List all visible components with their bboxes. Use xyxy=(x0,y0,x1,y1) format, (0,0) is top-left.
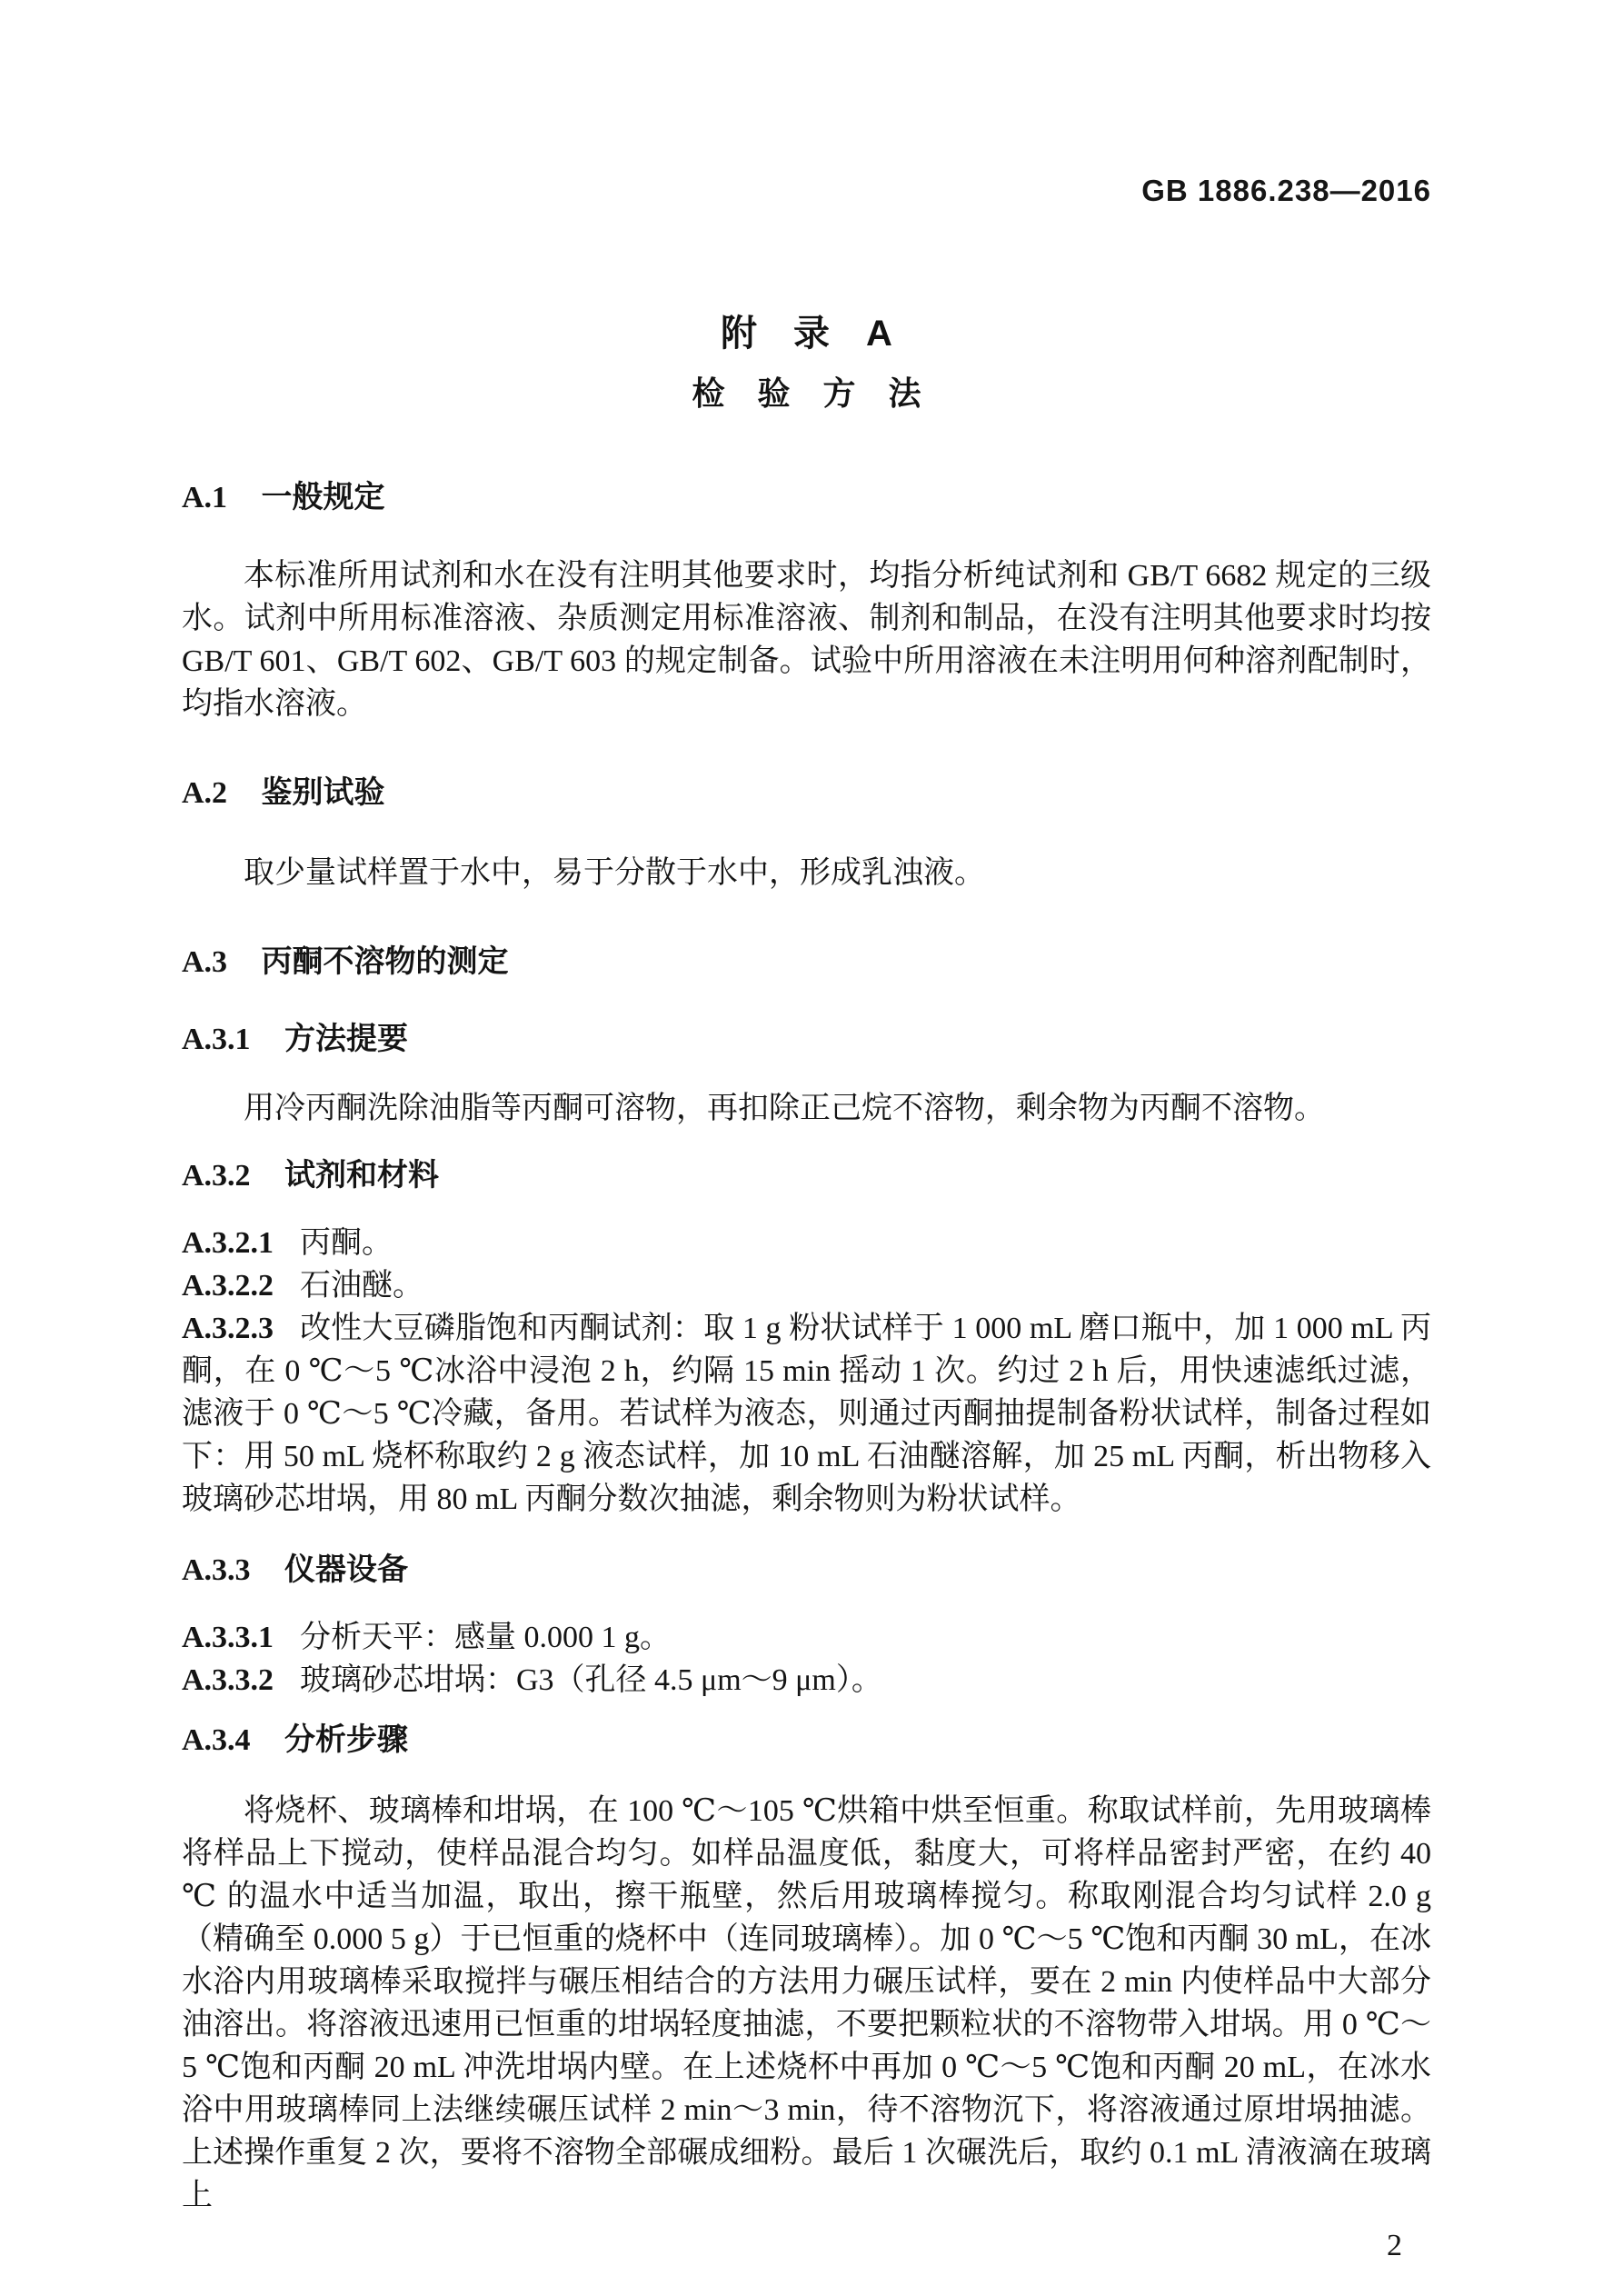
clause-number-a331: A.3.3.1 xyxy=(182,1621,274,1654)
clause-number-a323: A.3.2.3 xyxy=(182,1312,274,1345)
clause-text-a321: 丙酮。 xyxy=(299,1226,393,1260)
paragraph-a2: 取少量试样置于水中，易于分散于水中，形成乳浊液。 xyxy=(244,856,985,890)
clause-title-a3: 丙酮不溶物的测定 xyxy=(261,944,509,979)
clause-number-a32: A.3.2 xyxy=(182,1159,251,1193)
clause-a323 xyxy=(182,1307,1431,1521)
appendix-subtitle: 检 验 方 法 xyxy=(692,374,921,412)
clause-text-a331: 分析天平：感量 0.000 1 g。 xyxy=(299,1621,671,1654)
clause-title-a32: 试剂和材料 xyxy=(284,1158,439,1193)
clause-a321 xyxy=(182,1222,1431,1264)
clause-a322 xyxy=(182,1264,1431,1307)
paragraph-a31: 用冷丙酮洗除油脂等丙酮可溶物，再扣除正己烷不溶物，剩余物为丙酮不溶物。 xyxy=(244,1092,1325,1125)
paragraph-a34: 将烧杯、玻璃棒和坩埚，在 100 ℃～105 ℃烘箱中烘至恒重。称取试样前，先用玻璃棒将样品上下搅动，使样品混合均匀。如样品温度低，黏度大，可将样品密封严密，在约 40 ℃ 的温水中适当加温，取出，擦干瓶壁，然后用玻璃棒搅匀。称取刚混合均匀试样 2.0 g（精确至 0.000 5 g）于已恒重的烧杯中（连同玻璃棒）。加 0 ℃～5 ℃饱和丙酮 30 mL，在冰水浴内用玻璃棒采取搅拌与碾压相结合的方法用力碾压试样，要在 2 min 内使样品中大部分油溶出。将溶液迅速用已恒重的坩埚轻度抽滤，不要把颗粒状的不溶物带入坩埚。用 0 ℃～5 ℃饱和丙酮 20 mL 冲洗坩埚内壁。在上述烧杯中再加 0 ℃～5 ℃饱和丙酮 20 mL，在冰水浴中用玻璃棒同上法继续碾压试样 2 min～3 min，待不溶物沉下，将溶液通过原坩埚抽滤。上述操作重复 2 次，要将不溶物全部碾成细粉。最后 1 次碾洗后，取约 0.1 mL 清液滴在玻璃上 xyxy=(182,1794,1431,2212)
clause-number-a1: A.1 xyxy=(182,481,228,514)
clause-text-a322: 石油醚。 xyxy=(299,1269,423,1303)
clause-title-a34: 分析步骤 xyxy=(284,1722,408,1757)
appendix-title: 附 录 A xyxy=(721,314,892,354)
clause-title-a31: 方法提要 xyxy=(284,1022,408,1056)
clause-number-a3: A.3 xyxy=(182,945,228,979)
heading-a2 xyxy=(182,773,1431,814)
heading-a3 xyxy=(182,942,1431,983)
clause-a332 xyxy=(182,1659,1431,1702)
clause-title-a2: 鉴别试验 xyxy=(261,775,385,810)
heading-a32 xyxy=(182,1155,1431,1196)
paragraph-a1: 本标准所用试剂和水在没有注明其他要求时，均指分析纯试剂和 GB/T 6682 规定的三级水。试剂中所用标准溶液、杂质测定用标准溶液、制剂和制品，在没有注明其他要求时均按 GB/T 601、GB/T 602、GB/T 603 的规定制备。试验中所用溶液在未注明用何种溶剂配制时，均指水溶液。 xyxy=(182,559,1431,721)
clause-number-a31: A.3.1 xyxy=(182,1023,251,1056)
heading-a33 xyxy=(182,1550,1431,1591)
heading-a34 xyxy=(182,1720,1431,1761)
clause-number-a321: A.3.2.1 xyxy=(182,1226,274,1260)
clause-title-a33: 仪器设备 xyxy=(284,1552,408,1587)
heading-a1 xyxy=(182,477,1431,518)
page-number: 2 xyxy=(1387,2229,1402,2262)
clause-title-a1: 一般规定 xyxy=(261,480,385,514)
clause-number-a33: A.3.3 xyxy=(182,1553,251,1587)
clause-number-a34: A.3.4 xyxy=(182,1723,251,1757)
clause-number-a2: A.2 xyxy=(182,776,228,810)
clause-number-a332: A.3.3.2 xyxy=(182,1663,274,1697)
clause-text-a323: 改性大豆磷脂饱和丙酮试剂：取 1 g 粉状试样于 1 000 mL 磨口瓶中，加 1 000 mL 丙酮，在 0 ℃～5 ℃冰浴中浸泡 2 h，约隔 15 min 摇动 1 次。约过 2 h 后，用快速滤纸过滤，滤液于 0 ℃～5 ℃冷藏，备用。若试样为液态，则通过丙酮抽提制备粉状试样，制备过程如下：用 50 mL 烧杯称取约 2 g 液态试样，加 10 mL 石油醚溶解，加 25 mL 丙酮，析出物移入玻璃砂芯坩埚，用 80 mL 丙酮分数次抽滤，剩余物则为粉状试样。 xyxy=(182,1312,1431,1516)
standard-code: GB 1886.238—2016 xyxy=(1141,174,1431,207)
heading-a31 xyxy=(182,1019,1431,1060)
clause-number-a322: A.3.2.2 xyxy=(182,1269,274,1303)
clause-text-a332: 玻璃砂芯坩埚：G3（孔径 4.5 μm～9 μm）。 xyxy=(299,1663,882,1697)
clause-a331 xyxy=(182,1616,1431,1659)
